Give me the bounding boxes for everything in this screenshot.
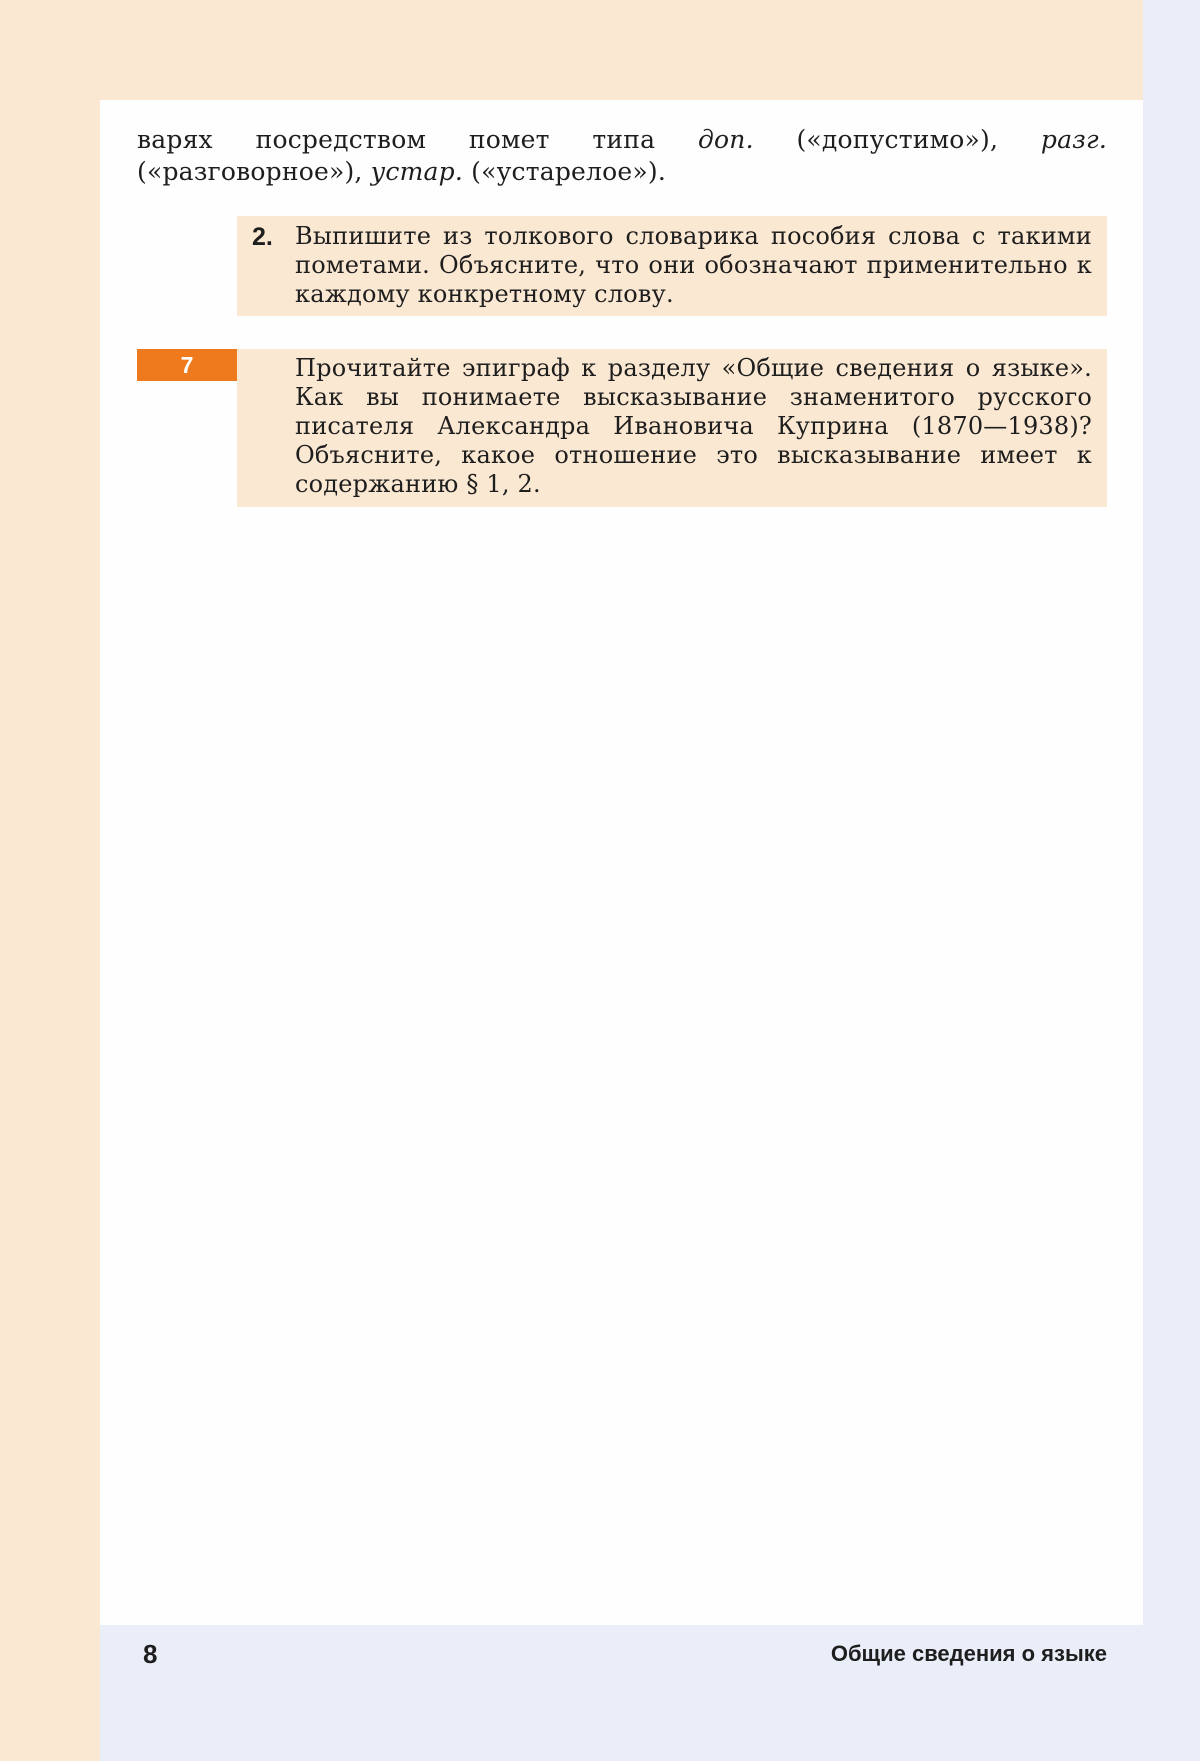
intro-text: («устарелое»).	[463, 157, 666, 186]
right-margin-strip	[1143, 0, 1200, 1761]
page-body	[100, 100, 1143, 1625]
exercise-7-text: Прочитайте эпиграф к разделу «Общие сведения о языке». Как вы понимаете высказывание знаменитого русского писателя Александра Ивановича Куприна (1870—1938)? Объясните, какое отношение это высказывание имеет к содержанию § 1, 2.	[295, 354, 1092, 498]
exercise-number-badge: 7	[137, 349, 237, 381]
page-number: 8	[143, 1639, 158, 1669]
abbreviation-ustar: устар.	[370, 157, 463, 186]
task-2-text: Выпишите из толкового словарика пособия слова с такими пометами. Объясните, что они обозначают применительно к каждому конкретному слову.	[295, 222, 1092, 308]
intro-text: («допустимо»),	[753, 125, 1041, 154]
abbreviation-razg: разг.	[1040, 125, 1107, 154]
intro-text: варях посредством помет типа	[137, 125, 698, 154]
task-2-number: 2.	[252, 223, 273, 251]
abbreviation-dop: доп.	[697, 125, 754, 154]
running-title: Общие сведения о языке	[830, 1641, 1107, 1666]
intro-text: («разговорное»),	[137, 157, 371, 186]
intro-paragraph	[137, 124, 1107, 188]
